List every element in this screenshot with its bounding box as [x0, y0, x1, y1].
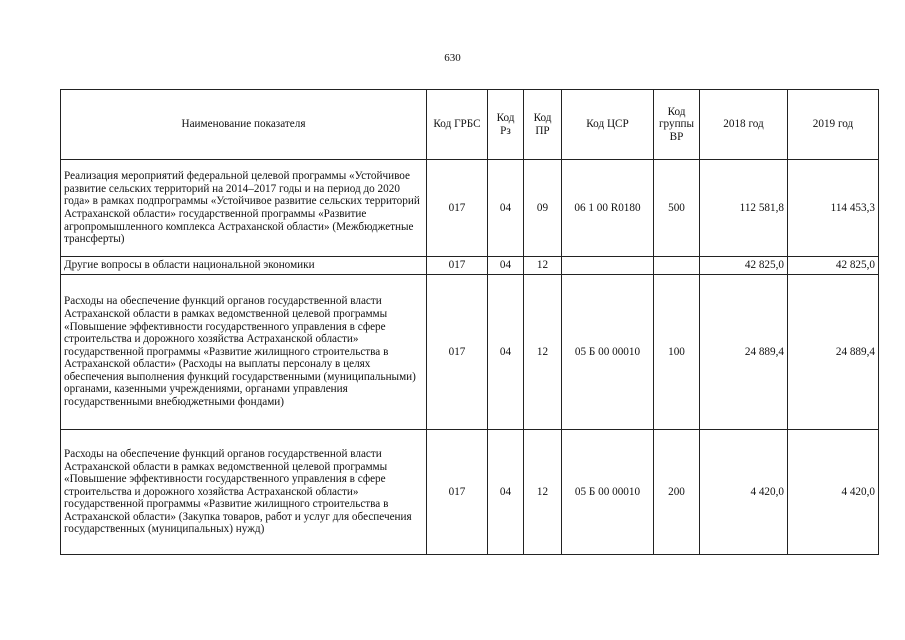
cell-csr	[562, 257, 654, 275]
header-2018: 2018 год	[700, 90, 788, 160]
header-vr-group-code: Код группы ВР	[654, 90, 700, 160]
cell-vr: 500	[654, 160, 700, 257]
cell-vr	[654, 257, 700, 275]
cell-name: Реализация мероприятий федеральной целевой программы «Устойчивое развитие сельских территорий на 2014–2017 годы и на период до 2020 года» в рамках подпрограммы «Устойчивое развитие сельских территорий Астраханской области» государственной программы «Развитие агропромышленного комплекса Астраханской области» (Межбюджетные трансферты)	[61, 160, 427, 257]
cell-csr: 05 Б 00 00010	[562, 430, 654, 555]
cell-pr: 09	[524, 160, 562, 257]
cell-rz: 04	[488, 257, 524, 275]
cell-2019: 114 453,3	[788, 160, 879, 257]
cell-grbs: 017	[427, 275, 488, 430]
cell-2018: 42 825,0	[700, 257, 788, 275]
cell-grbs: 017	[427, 160, 488, 257]
header-pr-code: Код ПР	[524, 90, 562, 160]
cell-pr: 12	[524, 275, 562, 430]
table-row	[61, 430, 879, 555]
cell-csr: 05 Б 00 00010	[562, 275, 654, 430]
cell-vr: 100	[654, 275, 700, 430]
cell-2018: 4 420,0	[700, 430, 788, 555]
cell-rz: 04	[488, 160, 524, 257]
cell-name: Другие вопросы в области национальной экономики	[61, 257, 427, 275]
header-rz-code: Код Рз	[488, 90, 524, 160]
cell-2019: 4 420,0	[788, 430, 879, 555]
cell-pr: 12	[524, 257, 562, 275]
cell-vr: 200	[654, 430, 700, 555]
header-2019: 2019 год	[788, 90, 879, 160]
cell-name: Расходы на обеспечение функций органов государственной власти Астраханской области в рамках ведомственной целевой программы «Повышение эффективности государственного управления в сфере строительства и дорожного хозяйства Астраханской области» государственной программы «Развитие жилищного строительства в Астраханской области» (Закупка товаров, работ и услуг для обеспечения государственных (муниципальных) нужд)	[61, 430, 427, 555]
header-grbs-code: Код ГРБС	[427, 90, 488, 160]
cell-grbs: 017	[427, 257, 488, 275]
table-header-row	[61, 90, 879, 160]
cell-rz: 04	[488, 430, 524, 555]
cell-pr: 12	[524, 430, 562, 555]
cell-rz: 04	[488, 275, 524, 430]
cell-csr: 06 1 00 R0180	[562, 160, 654, 257]
cell-2018: 24 889,4	[700, 275, 788, 430]
cell-name: Расходы на обеспечение функций органов государственной власти Астраханской области в рамках ведомственной целевой программы «Повышение эффективности государственного управления в сфере строительства и дорожного хозяйства Астраханской области» государственной программы «Развитие жилищного строительства в Астраханской области» (Расходы на выплаты персоналу в целях обеспечения выполнения функций государственными (муниципальными) органами, казенными учреждениями, органами управления государственными внебюджетными фондами)	[61, 275, 427, 430]
table-row	[61, 257, 879, 275]
page-number: 630	[444, 52, 461, 64]
budget-table	[60, 89, 879, 555]
cell-grbs: 017	[427, 430, 488, 555]
table-row	[61, 160, 879, 257]
cell-2019: 42 825,0	[788, 257, 879, 275]
cell-2018: 112 581,8	[700, 160, 788, 257]
header-indicator-name: Наименование показателя	[61, 90, 427, 160]
table-row	[61, 275, 879, 430]
header-csr-code: Код ЦСР	[562, 90, 654, 160]
cell-2019: 24 889,4	[788, 275, 879, 430]
